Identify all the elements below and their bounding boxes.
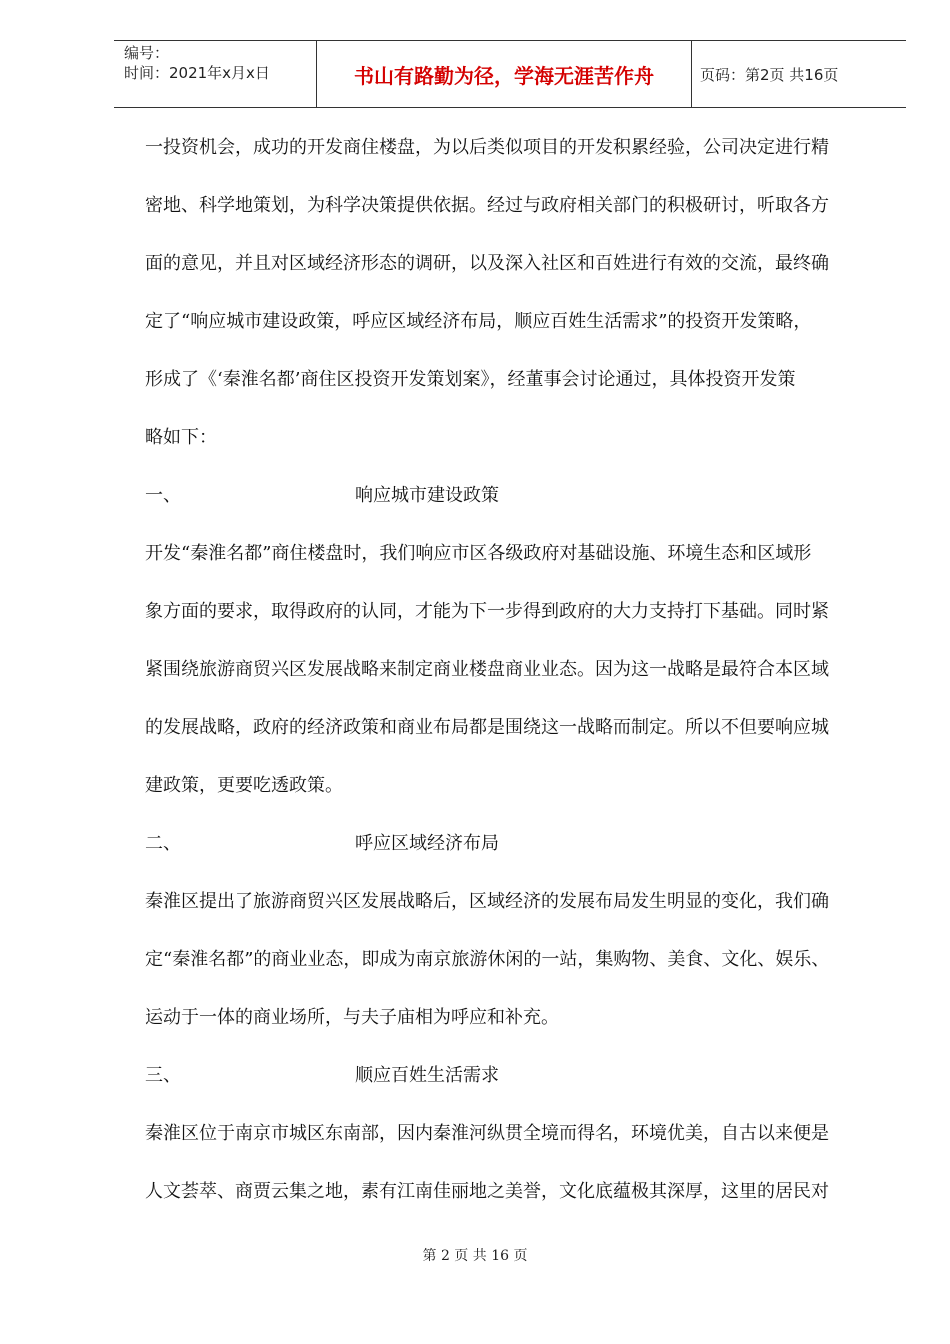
header-meta — [114, 41, 316, 107]
section-number: 二、 — [145, 833, 181, 854]
header-motto-cell — [316, 41, 692, 107]
section-number: 一、 — [145, 485, 181, 506]
paragraph-line: 的发展战略，政府的经济政策和商业布局都是围绕这一战略而制定。所以不但要响应城 — [145, 717, 829, 738]
paragraph-line: 人文荟萃、商贾云集之地，素有江南佳丽地之美誉，文化底蕴极其深厚，这里的居民对 — [145, 1181, 829, 1202]
paragraph-line: 面的意见，并且对区域经济形态的调研，以及深入社区和百姓进行有效的交流，最终确 — [145, 253, 829, 274]
section-heading: 响应城市建设政策 — [355, 485, 499, 506]
header-motto: 书山有路勤为径，学海无涯苦作舟 — [354, 64, 654, 88]
paragraph-line: 定“秦淮名都”的商业业态，即成为南京旅游休闲的一站，集购物、美食、文化、娱乐、 — [145, 949, 830, 970]
paragraph-line: 运动于一体的商业场所，与夫子庙相为呼应和补充。 — [145, 1007, 559, 1028]
paragraph-line: 一投资机会，成功的开发商住楼盘，为以后类似项目的开发积累经验，公司决定进行精 — [145, 137, 829, 158]
section-heading: 顺应百姓生活需求 — [355, 1065, 499, 1086]
paragraph-line: 开发“秦淮名都”商住楼盘时，我们响应市区各级政府对基础设施、环境生态和区域形 — [145, 543, 812, 564]
paragraph-line: 秦淮区位于南京市城区东南部，因内秦淮河纵贯全境而得名，环境优美，自古以来便是 — [145, 1123, 829, 1144]
document-time-label: 时间：2021年x月x日 — [124, 64, 270, 82]
header-page-info: 页码：第2页 共16页 — [700, 66, 839, 84]
page-footer: 第 2 页 共 16 页 — [422, 1248, 528, 1264]
paragraph-line: 紧围绕旅游商贸兴区发展战略来制定商业楼盘商业业态。因为这一战略是最符合本区域 — [145, 659, 829, 680]
header-page-cell — [692, 41, 906, 107]
section-number: 三、 — [145, 1065, 181, 1086]
paragraph-line: 建政策，更要吃透政策。 — [145, 775, 343, 796]
paragraph-line: 定了“响应城市建设政策，呼应区域经济布局，顺应百姓生活需求”的投资开发策略， — [145, 311, 812, 332]
paragraph-line: 密地、科学地策划，为科学决策提供依据。经过与政府相关部门的积极研讨，听取各方 — [145, 195, 829, 216]
page-header — [114, 40, 906, 108]
paragraph-line: 秦淮区提出了旅游商贸兴区发展战略后，区域经济的发展布局发生明显的变化，我们确 — [145, 891, 829, 912]
paragraph-line: 形成了《‘秦淮名都’商住区投资开发策划案》，经董事会讨论通过，具体投资开发策 — [145, 369, 796, 390]
paragraph-line: 象方面的要求，取得政府的认同，才能为下一步得到政府的大力支持打下基础。同时紧 — [145, 601, 829, 622]
document-number-label: 编号： — [124, 44, 170, 62]
section-heading: 呼应区域经济布局 — [355, 833, 499, 854]
paragraph-line: 略如下： — [145, 427, 217, 448]
